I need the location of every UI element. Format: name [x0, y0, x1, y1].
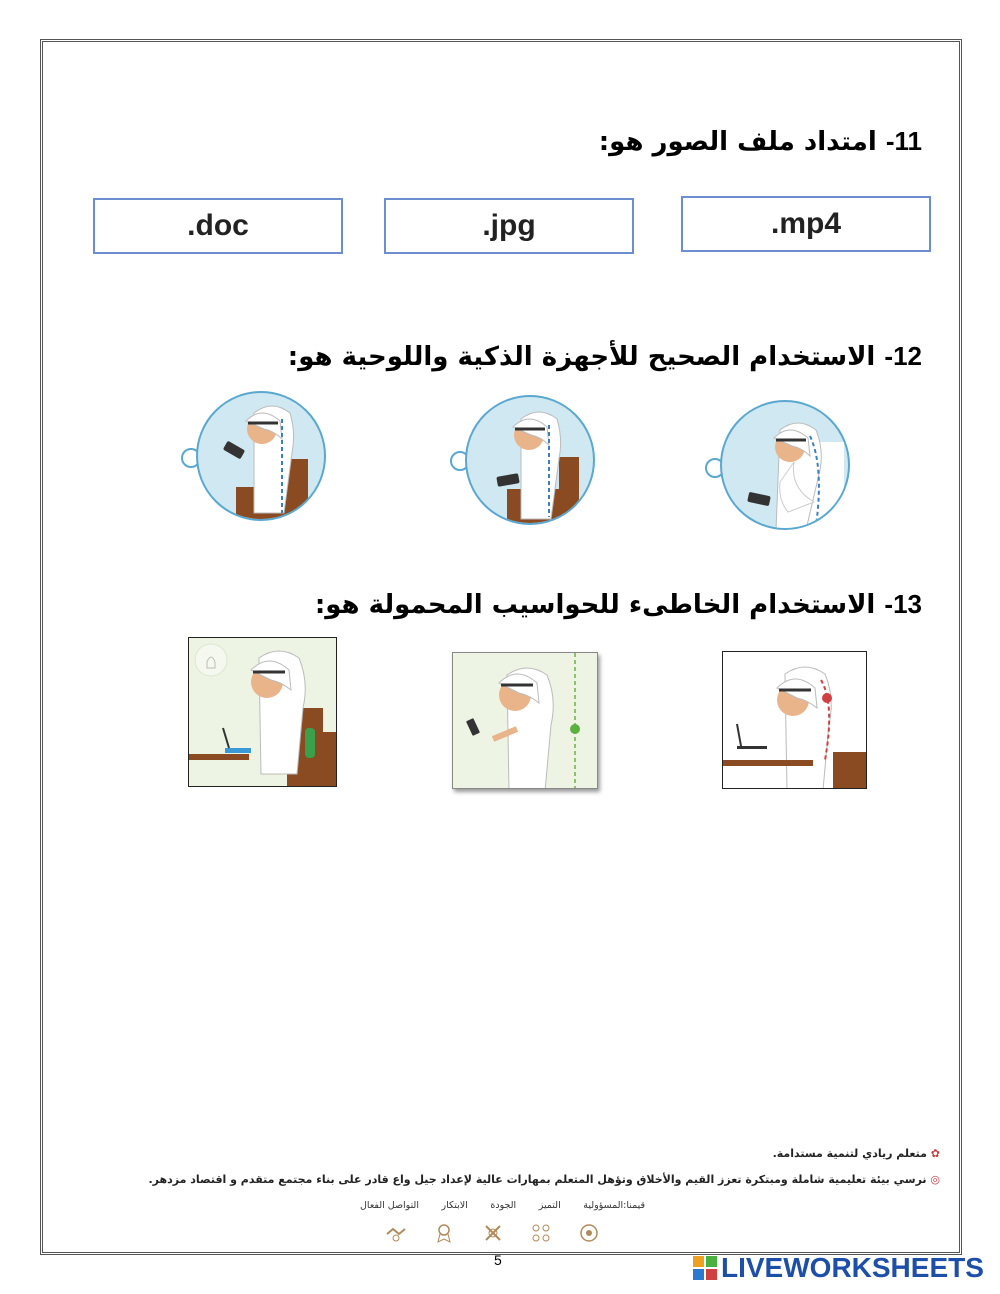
- liveworksheets-brand[interactable]: [692, 1253, 984, 1283]
- vision-icon: ✿: [930, 1147, 940, 1160]
- innovation-icon: [530, 1222, 552, 1244]
- phone-image-standing[interactable]: [452, 652, 598, 789]
- question-12-title: [288, 341, 922, 372]
- target-icon: ◎: [930, 1173, 940, 1186]
- footer-vision: ✿ متعلم ريادي لتنمية مستدامة.: [772, 1147, 940, 1160]
- question-11-number: 11-: [885, 126, 922, 156]
- value-innovation: الابتكار: [441, 1200, 468, 1211]
- option-jpg[interactable]: .jpg: [384, 198, 634, 254]
- footer-values: [360, 1200, 645, 1211]
- values-label: قيمنا:المسؤولية: [583, 1200, 645, 1211]
- liveworksheets-logo-icon: [692, 1255, 718, 1281]
- question-13-title: [315, 589, 922, 620]
- question-11-title: [599, 126, 922, 157]
- values-icons-row: [385, 1222, 600, 1244]
- question-12-text: الاستخدام الصحيح للأجهزة الذكية واللوحية هو:: [287, 342, 876, 372]
- handshake-icon: [385, 1222, 407, 1244]
- value-communication: التواصل الفعال: [360, 1200, 419, 1211]
- laptop-image-hunched[interactable]: [722, 651, 867, 789]
- quality-icon: [482, 1222, 504, 1244]
- question-12-number: 12-: [884, 341, 922, 371]
- brand-name: LIVEWORKSHEETS: [721, 1252, 984, 1283]
- page-number: 5: [494, 1252, 502, 1268]
- communication-icon: [578, 1222, 600, 1244]
- value-excellence: التميز: [538, 1200, 561, 1211]
- footer-mission: ◎ نرسي بيئة تعليمية شاملة ومبتكرة تعزز القيم والأخلاق وتؤهل المتعلم بمهارات عالية لإعداد جيل واع قادر على بناء مجتمع متقدم و اقتصاد مزدهر.: [148, 1173, 940, 1186]
- option-doc[interactable]: .doc: [93, 198, 343, 254]
- question-13-number: 13-: [884, 589, 922, 619]
- laptop-image-upright[interactable]: [188, 637, 337, 787]
- posture-image-hunched[interactable]: [712, 400, 862, 534]
- award-icon: [433, 1222, 455, 1244]
- question-11-text: امتداد ملف الصور هو:: [598, 127, 877, 157]
- question-13-text: الاستخدام الخاطىء للحواسيب المحمولة هو:: [314, 590, 876, 620]
- value-quality: الجودة: [490, 1200, 517, 1211]
- option-mp4[interactable]: .mp4: [681, 196, 931, 252]
- posture-image-upright-raised[interactable]: [188, 391, 338, 525]
- posture-image-upright-lap[interactable]: [457, 395, 607, 529]
